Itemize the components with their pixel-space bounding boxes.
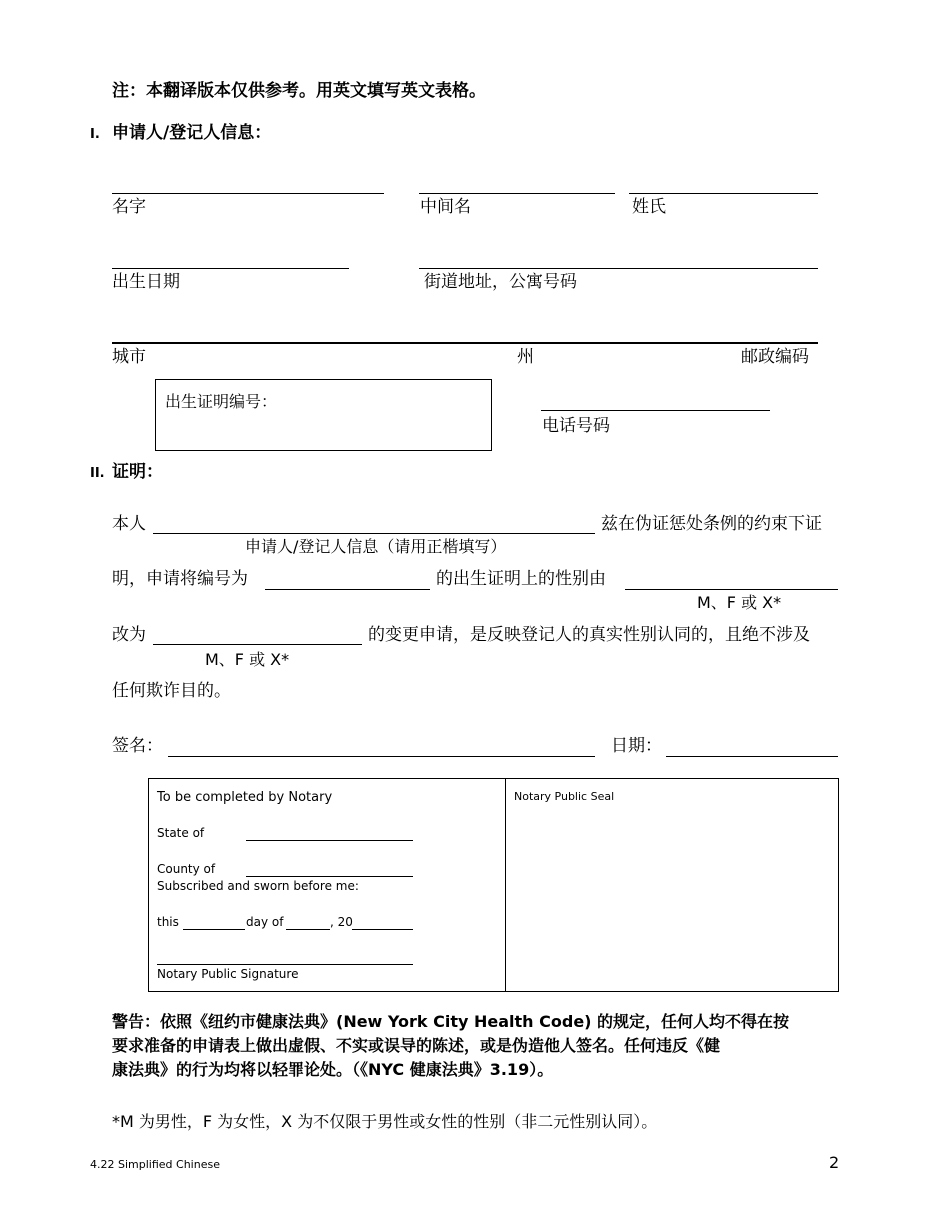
phone-field[interactable]	[541, 410, 770, 411]
notary-signature-label: Notary Public Signature	[157, 967, 299, 981]
notary-sworn-text: Subscribed and sworn before me:	[157, 879, 359, 893]
birth-cert-number-label: 出生证明编号：	[165, 392, 278, 411]
notary-state-field[interactable]	[246, 840, 413, 841]
zip-label: 邮政编码	[741, 347, 809, 367]
notary-year-field[interactable]	[352, 929, 413, 930]
last-name-field[interactable]	[629, 193, 818, 194]
phone-label: 电话号码	[542, 416, 610, 436]
sex-from-field[interactable]	[625, 589, 838, 590]
notary-seal-label: Notary Public Seal	[514, 790, 615, 803]
certificate-number-field[interactable]	[265, 589, 430, 590]
warning-line-2: 要求准备的申请表上做出虚假、不实或误导的陈述，或是伪造他人签名。任何违反《健	[112, 1036, 721, 1055]
city-state-zip-field[interactable]	[112, 342, 818, 344]
street-label: 街道地址，公寓号码	[424, 272, 577, 292]
statement-line3-end: 的变更申请，是反映登记人的真实性别认同的，且绝不涉及	[368, 625, 810, 645]
sex-definition-footnote: *M 为男性，F 为女性，X 为不仅限于男性或女性的性别（非二元性别认同）。	[112, 1112, 658, 1131]
notary-year-label: , 20	[330, 915, 353, 929]
statement-line2-mid: 的出生证明上的性别由	[436, 569, 606, 589]
statement-line1-end: 兹在伪证惩处条例的约束下证	[601, 514, 822, 534]
signature-field[interactable]	[168, 756, 595, 757]
section-1-title: 申请人/登记人信息：	[112, 123, 272, 143]
street-field[interactable]	[419, 268, 818, 269]
notary-month-field[interactable]	[286, 929, 330, 930]
notary-signature-field[interactable]	[157, 964, 413, 965]
date-label: 日期：	[611, 736, 662, 756]
notary-heading: To be completed by Notary	[157, 790, 333, 805]
notary-this-label: this	[157, 915, 179, 929]
birth-cert-number-box[interactable]	[155, 379, 492, 451]
applicant-name-caption: 申请人/登记人信息（请用正楷填写）	[245, 537, 507, 556]
notary-county-label: County of	[157, 862, 216, 876]
statement-line3-start: 改为	[112, 625, 146, 645]
dob-field[interactable]	[112, 268, 349, 269]
sex-to-field[interactable]	[153, 644, 362, 645]
notary-day-of-label: day of	[246, 915, 284, 929]
warning-line-3: 康法典》的行为均将以轻罪论处。（《NYC 健康法典》3.19）。	[112, 1060, 554, 1079]
warning-line-1: 警告：依照《纽约市健康法典》(New York City Health Code) 的规定，任何人均不得在按	[112, 1012, 790, 1031]
statement-line4: 任何欺诈目的。	[112, 681, 231, 701]
page-number: 2	[829, 1153, 840, 1172]
middle-name-field[interactable]	[419, 193, 615, 194]
first-name-field[interactable]	[112, 193, 384, 194]
statement-line2-start: 明，申请将编号为	[112, 569, 248, 589]
form-version: 4.22 Simplified Chinese	[90, 1158, 220, 1171]
middle-name-label: 中间名	[420, 197, 471, 217]
section-1-number: I.	[90, 127, 100, 142]
last-name-label: 姓氏	[632, 197, 666, 217]
date-field[interactable]	[666, 756, 838, 757]
dob-label: 出生日期	[112, 272, 180, 292]
city-label: 城市	[112, 347, 146, 367]
notary-county-field[interactable]	[246, 876, 413, 877]
section-2-title: 证明：	[112, 462, 163, 482]
signature-label: 签名：	[112, 736, 163, 756]
first-name-label: 名字	[112, 197, 146, 217]
section-2-number: II.	[90, 466, 105, 481]
statement-line1-start: 本人	[112, 514, 146, 534]
sex-from-caption: M、F 或 X*	[697, 593, 782, 612]
applicant-name-field[interactable]	[153, 533, 595, 534]
translation-note: 注：本翻译版本仅供参考。用英文填写英文表格。	[112, 81, 486, 101]
notary-day-field[interactable]	[183, 929, 245, 930]
state-label: 州	[517, 347, 534, 367]
sex-to-caption: M、F 或 X*	[205, 650, 290, 669]
notary-state-label: State of	[157, 826, 205, 840]
notary-divider	[505, 779, 506, 991]
